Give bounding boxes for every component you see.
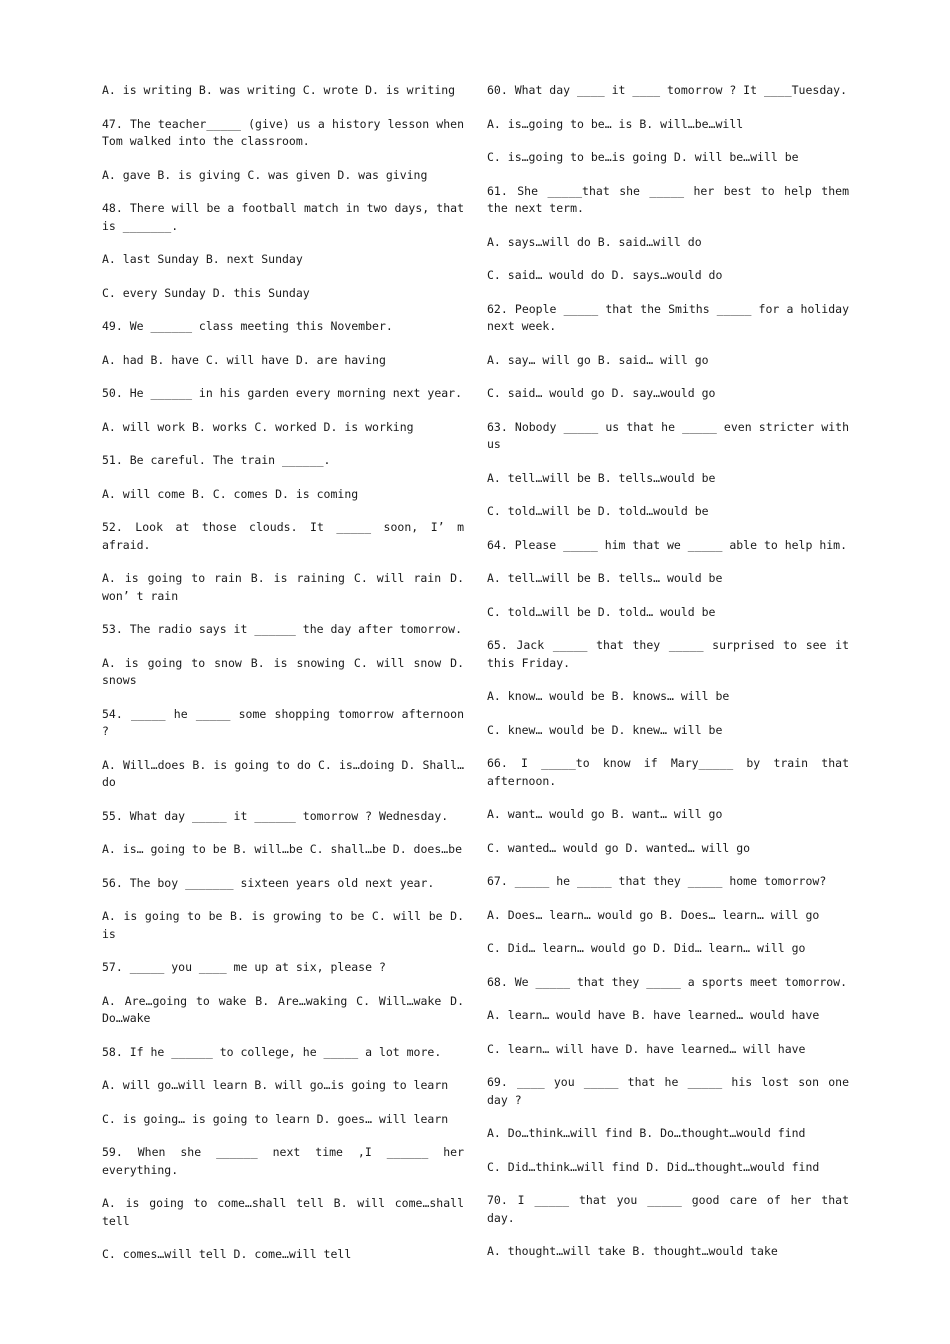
options-68-cd: C. learn… will have D. have learned… will have (487, 1041, 806, 1056)
question-57: 57. _____ you ____ me up at six, please ? (102, 960, 386, 974)
question-70: 70. I _____ that you _____ good care of her that day. (487, 1193, 849, 1225)
question-56: 56. The boy _______ sixteen years old next year. (102, 875, 435, 890)
options-48-ab: A. last Sunday B. next Sunday (102, 252, 303, 266)
options-64-cd: C. told…will be D. told… would be (487, 604, 716, 619)
question-58: 58. If he ______ to college, he _____ a lot more. (102, 1044, 442, 1059)
options-51: A. will come B. C. comes D. is coming (102, 486, 359, 501)
question-69: 69. ____ you _____ that he _____ his lost son one day ? (487, 1075, 849, 1107)
options-64-ab: A. tell…will be B. tells… would be (487, 571, 723, 585)
left-column (102, 82, 464, 1280)
options-68-ab: A. learn… would have B. have learned… would have (487, 1008, 820, 1022)
options-58-cd: C. is going… is going to learn D. goes… will learn (102, 1111, 449, 1126)
options-69-cd: C. Did…think…will find D. Did…thought…would find (487, 1159, 820, 1174)
options-66-ab: A. want… would go B. want… will go (487, 807, 723, 821)
options-59-cd: C. comes…will tell D. come…will tell (102, 1247, 352, 1261)
options-70-ab: A. thought…will take B. thought…would take (487, 1244, 778, 1258)
question-47: 47. The teacher_____ (give) us a history lesson when Tom walked into the classroom. (102, 116, 464, 148)
question-67: 67. _____ he _____ that they _____ home tomorrow? (487, 874, 827, 888)
options-52: A. is going to rain B. is raining C. will rain D. won’ t rain (102, 571, 464, 603)
question-55: 55. What day _____ it ______ tomorrow ? Wednesday. (102, 808, 449, 823)
options-63-cd: C. told…will be D. told…would be (487, 504, 709, 518)
options-47: A. gave B. is giving C. was given D. was giving (102, 167, 428, 182)
question-64: 64. Please _____ him that we _____ able to help him. (487, 537, 848, 552)
options-58-ab: A. will go…will learn B. will go…is going to learn (102, 1078, 449, 1092)
options-69-ab: A. Do…think…will find B. Do…thought…would find (487, 1126, 806, 1140)
question-68: 68. We _____ that they _____ a sports meet tomorrow. (487, 974, 848, 989)
question-62: 62. People _____ that the Smiths _____ for a holiday next week. (487, 301, 849, 333)
options-59-ab: A. is going to come…shall tell B. will come…shall tell (102, 1196, 464, 1228)
options-66-cd: C. wanted… would go D. wanted… will go (487, 840, 751, 855)
options-48-cd: C. every Sunday D. this Sunday (102, 285, 310, 300)
question-51: 51. Be careful. The train ______. (102, 453, 331, 467)
options-62-ab: A. say… will go B. said… will go (487, 352, 709, 367)
question-61: 61. She _____that she _____ her best to help them the next term. (487, 183, 849, 215)
options-56: A. is going to be B. is growing to be C. will be D. is (102, 909, 464, 941)
options-61-cd: C. said… would do D. says…would do (487, 268, 723, 282)
question-60: 60. What day ____ it ____ tomorrow ? It ____Tuesday. (487, 83, 848, 97)
options-53: A. is going to snow B. is snowing C. will snow D. snows (102, 655, 464, 687)
question-49: 49. We ______ class meeting this November. (102, 319, 393, 333)
question-66: 66. I _____to know if Mary_____ by train that afternoon. (487, 756, 849, 788)
options-67-ab: A. Does… learn… would go B. Does… learn… will go (487, 907, 820, 922)
options-67-cd: C. Did… learn… would go D. Did… learn… will go (487, 941, 806, 955)
question-48: 48. There will be a football match in two days, that is _______. (102, 201, 464, 233)
options-57: A. Are…going to wake B. Are…waking C. Will…wake D. Do…wake (102, 993, 464, 1025)
question-59: 59. When she ______ next time ,I ______ her everything. (102, 1145, 464, 1177)
options-62-cd: C. said… would go D. say…would go (487, 386, 716, 400)
paragraph: A. is writing B. was writing C. wrote D. is writing (102, 83, 456, 97)
question-63: 63. Nobody _____ us that he _____ even stricter with us (487, 419, 849, 451)
options-54: A. Will…does B. is going to do C. is…doing D. Shall… do (102, 757, 464, 789)
question-54: 54. _____ he _____ some shopping tomorrow afternoon ? (102, 706, 464, 738)
options-49: A. had B. have C. will have D. are having (102, 352, 386, 367)
options-55: A. is… going to be B. will…be C. shall…be D. does…be (102, 842, 463, 856)
right-column (487, 82, 849, 1277)
question-65: 65. Jack _____ that they _____ surprised to see it this Friday. (487, 638, 849, 670)
options-65-cd: C. knew… would be D. knew… will be (487, 722, 723, 737)
options-61-ab: A. says…will do B. said…will do (487, 234, 702, 249)
question-50: 50. He ______ in his garden every morning next year. (102, 386, 463, 400)
question-53: 53. The radio says it ______ the day after tomorrow. (102, 622, 463, 636)
options-65-ab: A. know… would be B. knows… will be (487, 689, 730, 703)
options-60-cd: C. is…going to be…is going D. will be…will be (487, 150, 799, 164)
options-63-ab: A. tell…will be B. tells…would be (487, 470, 716, 485)
options-50: A. will work B. works C. worked D. is working (102, 419, 414, 434)
question-52: 52. Look at those clouds. It _____ soon, I’ m afraid. (102, 520, 464, 552)
options-60-ab: A. is…going to be… is B. will…be…will (487, 116, 744, 131)
